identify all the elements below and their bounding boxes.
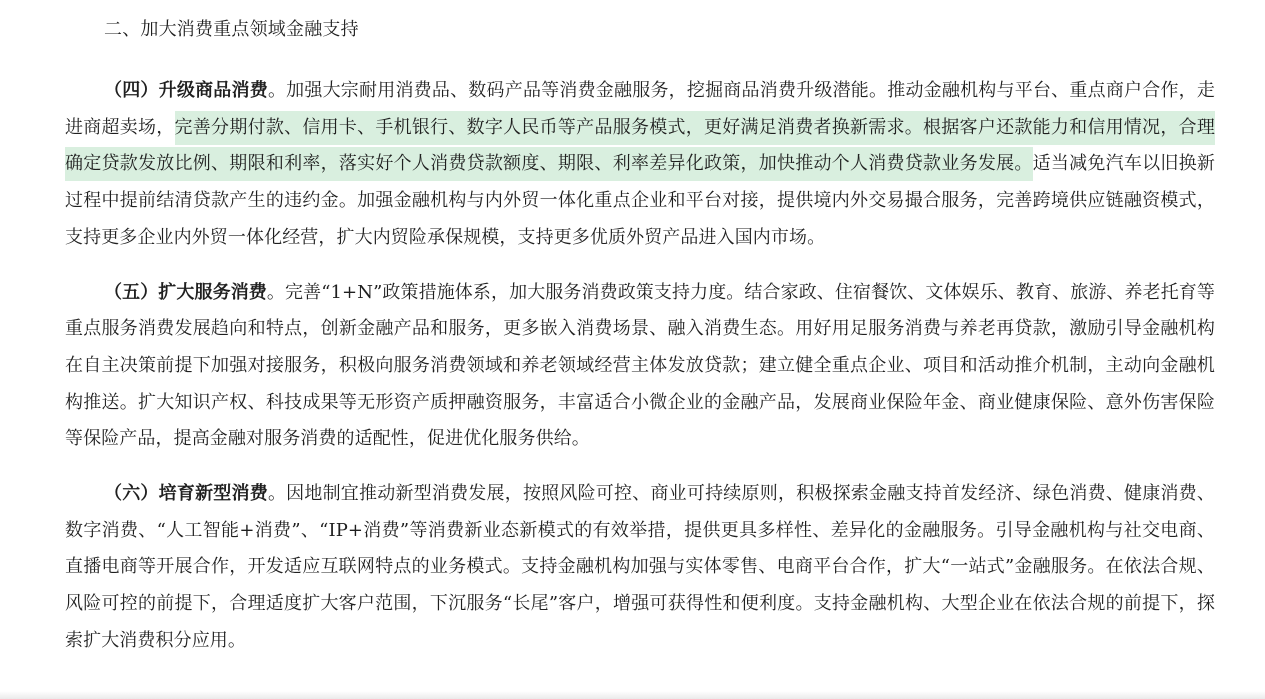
bottom-scroll-fade <box>0 691 1265 699</box>
paragraph-label: （六）培育新型消费 <box>104 483 268 505</box>
paragraph-text: 。完善“1+N”政策措施体系，加大服务消费政策支持力度。结合家政、住宿餐饮、文体娱乐、教育、旅游、养老托育等重点服务消费发展趋向和特点，创新金融产品和服务，更多嵌入消费场景、融入消费生态。用好用足服务消费与养老再贷款，激励引导金融机构在自主决策前提下加强对接服务，积极向服务消费领域和养老领域经营主体发放贷款；建立健全重点企业、项目和活动推介机制，主动向金融机构推送。扩大知识产权、科技成果等无形资产质押融资服务，丰富适合小微企业的金融产品，发展商业保险年金、商业健康保险、意外伤害保险等保险产品，提高金融对服务消费的适配性，促进优化服务供给。 <box>65 281 1215 450</box>
paragraph-text: 。因地制宜推动新型消费发展，按照风险可控、商业可持续原则，积极探索金融支持首发经济、绿色消费、健康消费、数字消费、“人工智能+消费”、“IP+消费”等消费新业态新模式的有效举措，提供更具多样性、差异化的金融服务。引导金融机构与社交电商、直播电商等开展合作，开发适应互联网特点的业务模式。支持金融机构加强与实体零售、电商平台合作，扩大“一站式”金融服务。在依法合规、风险可控的前提下，合理适度扩大客户范围，下沉服务“长尾”客户，增强可获得性和便利度。支持金融机构、大型企业在依法合规的前提下，探索扩大消费积分应用。 <box>65 483 1215 651</box>
paragraph-upgrade-goods-consumption <box>65 73 1215 257</box>
paragraph-new-consumption <box>65 476 1215 660</box>
paragraph-label: （五）扩大服务消费 <box>104 281 267 303</box>
document-body <box>65 0 1215 660</box>
paragraph-text: 适当减免汽车以旧换新过程中提前结清贷款产生的违约金。加强金融机构与内外贸一体化重点企业和平台对接，提供境内外交易撮合服务，完善跨境供应链融资模式，支持更多企业内外贸一体化经营，扩大内贸险承保规模，支持更多优质外贸产品进入国内市场。 <box>65 153 1216 248</box>
paragraph-expand-service-consumption <box>65 275 1215 459</box>
paragraph-label: （四）升级商品消费 <box>104 80 268 101</box>
paragraph-text: 。加强大宗耐用消费品、数码产品等消费金融服务，挖掘商品消费升级潜能。推动金融机构与平台、重点商户合作，走进商超卖场， <box>65 80 1215 138</box>
highlighted-text[interactable]: 完善分期付款、信用卡、手机银行、数字人民币等产品服务模式，更好满足消费者换新需求。根据客户还款能力和信用情况，合理确定贷款发放比例、期限和利率，落实好个人消费贷款额度、期限、利率差异化政策，加快推动个人消费贷款业务发展。 <box>65 111 1215 182</box>
section-heading: 二、加大消费重点领域金融支持 <box>104 19 359 40</box>
